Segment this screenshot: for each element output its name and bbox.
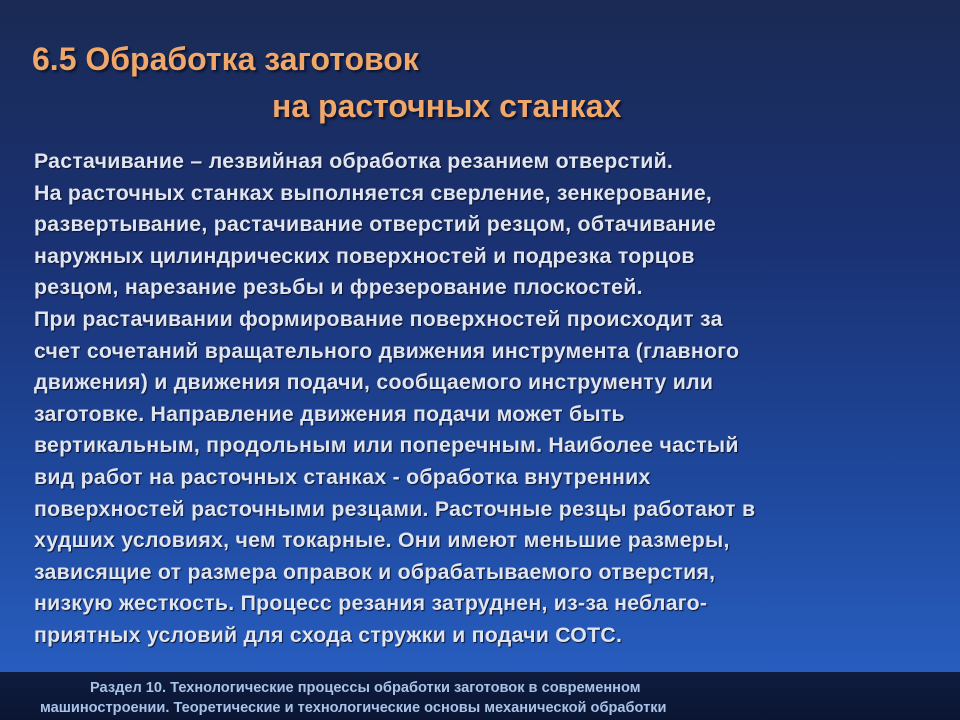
body-line: зависящие от размера оправок и обрабатываемого отверстия, [34, 559, 716, 584]
body-line: счет сочетаний вращательного движения инструмента (главного [34, 338, 740, 363]
body-line: худших условиях, чем токарные. Они имеют меньшие размеры, [34, 528, 730, 553]
body-line: движения) и движения подачи, сообщаемого инструменту или [34, 370, 714, 395]
body-line: вид работ на расточных станках - обработка внутренних [34, 464, 651, 489]
slide-body-text [34, 146, 929, 652]
body-line: При растачивании формирование поверхностей происходит за [34, 306, 723, 331]
slide-title [32, 36, 912, 130]
body-line: заготовке. Направление движения подачи может быть [34, 401, 625, 426]
body-line: развертывание, растачивание отверстий резцом, обтачивание [34, 212, 717, 237]
body-line: На расточных станках выполняется сверление, зенкерование, [34, 180, 713, 205]
body-line: вертикальным, продольным или поперечным. Наиболее частый [34, 433, 739, 458]
body-line: поверхностей расточными резцами. Расточные резцы работают в [34, 496, 756, 521]
body-line: резцом, нарезание резьбы и фрезерование плоскостей. [34, 275, 643, 300]
body-line: наружных цилиндрических поверхностей и подрезка торцов [34, 243, 695, 268]
body-line: низкую жесткость. Процесс резания затруднен, из-за неблаго- [34, 591, 708, 616]
footer-line-1: Раздел 10. Технологические процессы обработки заготовок в современном [90, 680, 641, 696]
body-line: приятных условий для схода стружки и подачи СОТС. [34, 622, 623, 647]
slide-title-line-1: 6.5 Обработка заготовок [32, 41, 419, 77]
slide-title-line-2: на расточных станках [272, 88, 622, 124]
slide-footer [0, 672, 960, 720]
footer-line-2: машиностроении. Теоретические и технологические основы механической обработки [40, 700, 667, 716]
body-line: Растачивание – лезвийная обработка резанием отверстий. [34, 149, 674, 173]
